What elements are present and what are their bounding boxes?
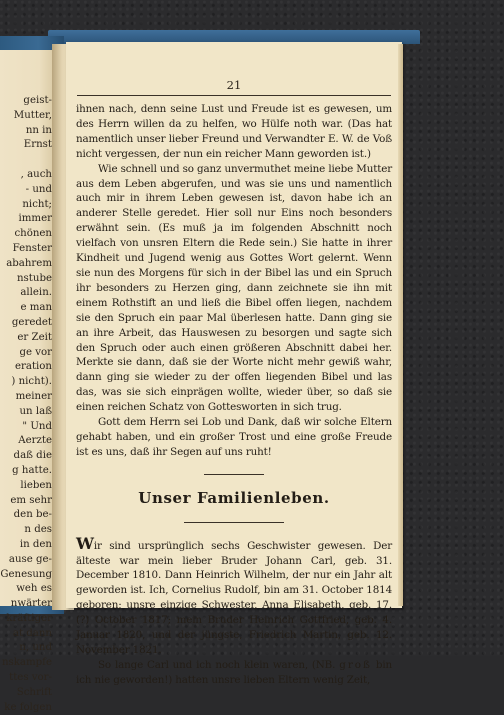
left-page-line: geredet — [11, 316, 52, 328]
left-page-line — [0, 153, 52, 168]
left-page-line: immer — [18, 213, 52, 225]
left-page-line: " Und — [22, 420, 52, 432]
right-page — [66, 42, 402, 686]
left-page-line: Fenster — [12, 242, 52, 254]
left-page-line: Mutter, — [13, 109, 52, 121]
left-page-line: g hatte. — [12, 464, 52, 476]
left-page-line: ause ge- — [8, 553, 52, 565]
left-page — [0, 50, 56, 713]
left-page-line: in den — [19, 538, 52, 550]
paragraph-4-text: ir sind ursprünglich sechs Geschwister gewesen. Der älteste war mein lieber Bruder Johann Carl, geb. 31. December 1810. Dann Heinrich Wilhelm, der nur ein Jahr alt geworden ist. Ich, Cornelius Rudolf, bin am 31. October 1814 geboren; unsre einzige Schwester, Anna Elisabeth, geb. 17. (?) October 1817; mein Bruder Heinrich Gottfried, geb. 4. Januar 1820, und der jüngste, Friedrich Martin, geb. 12. November 1821. — [76, 539, 392, 656]
left-page-text — [0, 94, 52, 715]
left-page-line: chönen — [14, 228, 52, 240]
left-page-line: eration — [14, 361, 52, 373]
paragraph-2: Wie schnell und so ganz unvermuthet meine liebe Mutter aus dem Leben abgerufen, und was sie uns und namentlich auch mir in ihrem Leben gewesen ist, davon habe ich an anderer Stelle geredet. Hier soll nur Eins noch besonders erwähnt sein. (Es muß ja im folgenden Abschnitt noch vielfach von unsren Eltern die Rede sein.) Sie hatte in ihrer Kindheit und Jugend wenig aus Gottes Wort gelernt. Wenn sie nun des Morgens für sich in der Bibel las und ein Spruch ihr besonders zu Herzen ging, dann zeichnete sie ihn mit einem Rothstift an und ließ die Bibel offen liegen, nachdem sie den Spruch ein paar Mal überlesen hatte. Dann ging sie an ihre Arbeit, das Hauswesen zu besorgen und sagte sich den Spruch oder auch einen größeren Abschnitt dabei her. Merkte sie dann, daß sie der Worte nicht mehr gewiß wahr, dann ging sie wieder zu der offen liegenden Bibel und las das, was sie sich einprägen wollte, wieder über, so daß sie einen reichen Schatz von Gottesworten in sich trug. — [76, 162, 392, 414]
paragraph-3: Gott dem Herrn sei Lob und Dank, daß wir solche Eltern gehabt haben, und ein großer Trost und eine große Freude ist es uns, daß ihr Segen auf uns ruht! — [76, 416, 392, 458]
left-page-line: ) nicht). — [11, 376, 52, 388]
left-page-line: at dann — [12, 627, 52, 639]
left-page-line: n des — [24, 524, 52, 536]
left-page-line: ge vor — [19, 346, 52, 358]
left-page-line: nn in — [25, 124, 52, 136]
left-page-line: kräftiger — [6, 612, 52, 624]
left-page-line: allein. — [20, 287, 52, 299]
left-page-line: lieben — [20, 479, 52, 491]
paragraph-5-text-b: bin ich nie geworden!) hatten unsre lieben Eltern wenig Zeit, — [76, 658, 393, 686]
left-page-line: Ernst — [23, 139, 52, 151]
left-page-line: nicht; — [22, 198, 52, 210]
page-body — [76, 102, 392, 688]
paragraph-5-spaced: groß — [339, 658, 372, 671]
left-page-line: nskampfe — [1, 657, 52, 669]
left-page-line: er Zeit — [17, 331, 52, 343]
header-rule — [77, 95, 391, 96]
left-page-line: Schrift — [16, 686, 52, 698]
left-page-line: em sehr — [10, 494, 52, 506]
paragraph-5 — [76, 658, 392, 688]
left-page-line: den be- — [13, 509, 52, 521]
paragraph-4 — [76, 533, 392, 658]
section-separator — [204, 474, 264, 475]
heading-rule — [184, 522, 284, 523]
left-page-line: weh es — [16, 583, 52, 595]
left-page-line: e man — [20, 302, 52, 314]
left-page-line: Genesung — [0, 568, 52, 580]
left-page-line: Aerzte — [18, 435, 52, 447]
left-page-line: nwärter — [10, 598, 52, 610]
page-edge — [398, 44, 403, 606]
left-page-line: meiner — [15, 390, 52, 402]
left-page-line: abahrem — [6, 257, 52, 269]
left-page-line: n, und — [19, 642, 52, 654]
drop-cap: W — [76, 533, 94, 553]
left-page-line: ttes vor- — [9, 672, 52, 684]
left-page-line: geist- — [23, 95, 52, 106]
section-heading: Unser Familienleben. — [138, 488, 330, 507]
left-page-line: ke folgen — [4, 701, 52, 713]
left-page-line: - und — [25, 183, 52, 195]
left-page-line: un laß — [19, 405, 52, 417]
left-page-line: daß die — [13, 450, 52, 462]
paragraph-1: ihnen nach, denn seine Lust und Freude ist es gewesen, um des Herrn willen da zu helfen, wo Hülfe noth war. (Das hat namentlich unser lieber Freund und Verwandter E. W. de Voß nicht vergessen, der nun ein reicher Mann geworden ist.) — [76, 103, 392, 160]
page-number: 21 — [226, 78, 242, 92]
left-page-line: nstube — [17, 272, 52, 284]
paragraph-5-text-a: So lange Carl und ich noch klein waren, (NB. — [98, 658, 336, 671]
left-page-line: , auch — [20, 168, 52, 180]
